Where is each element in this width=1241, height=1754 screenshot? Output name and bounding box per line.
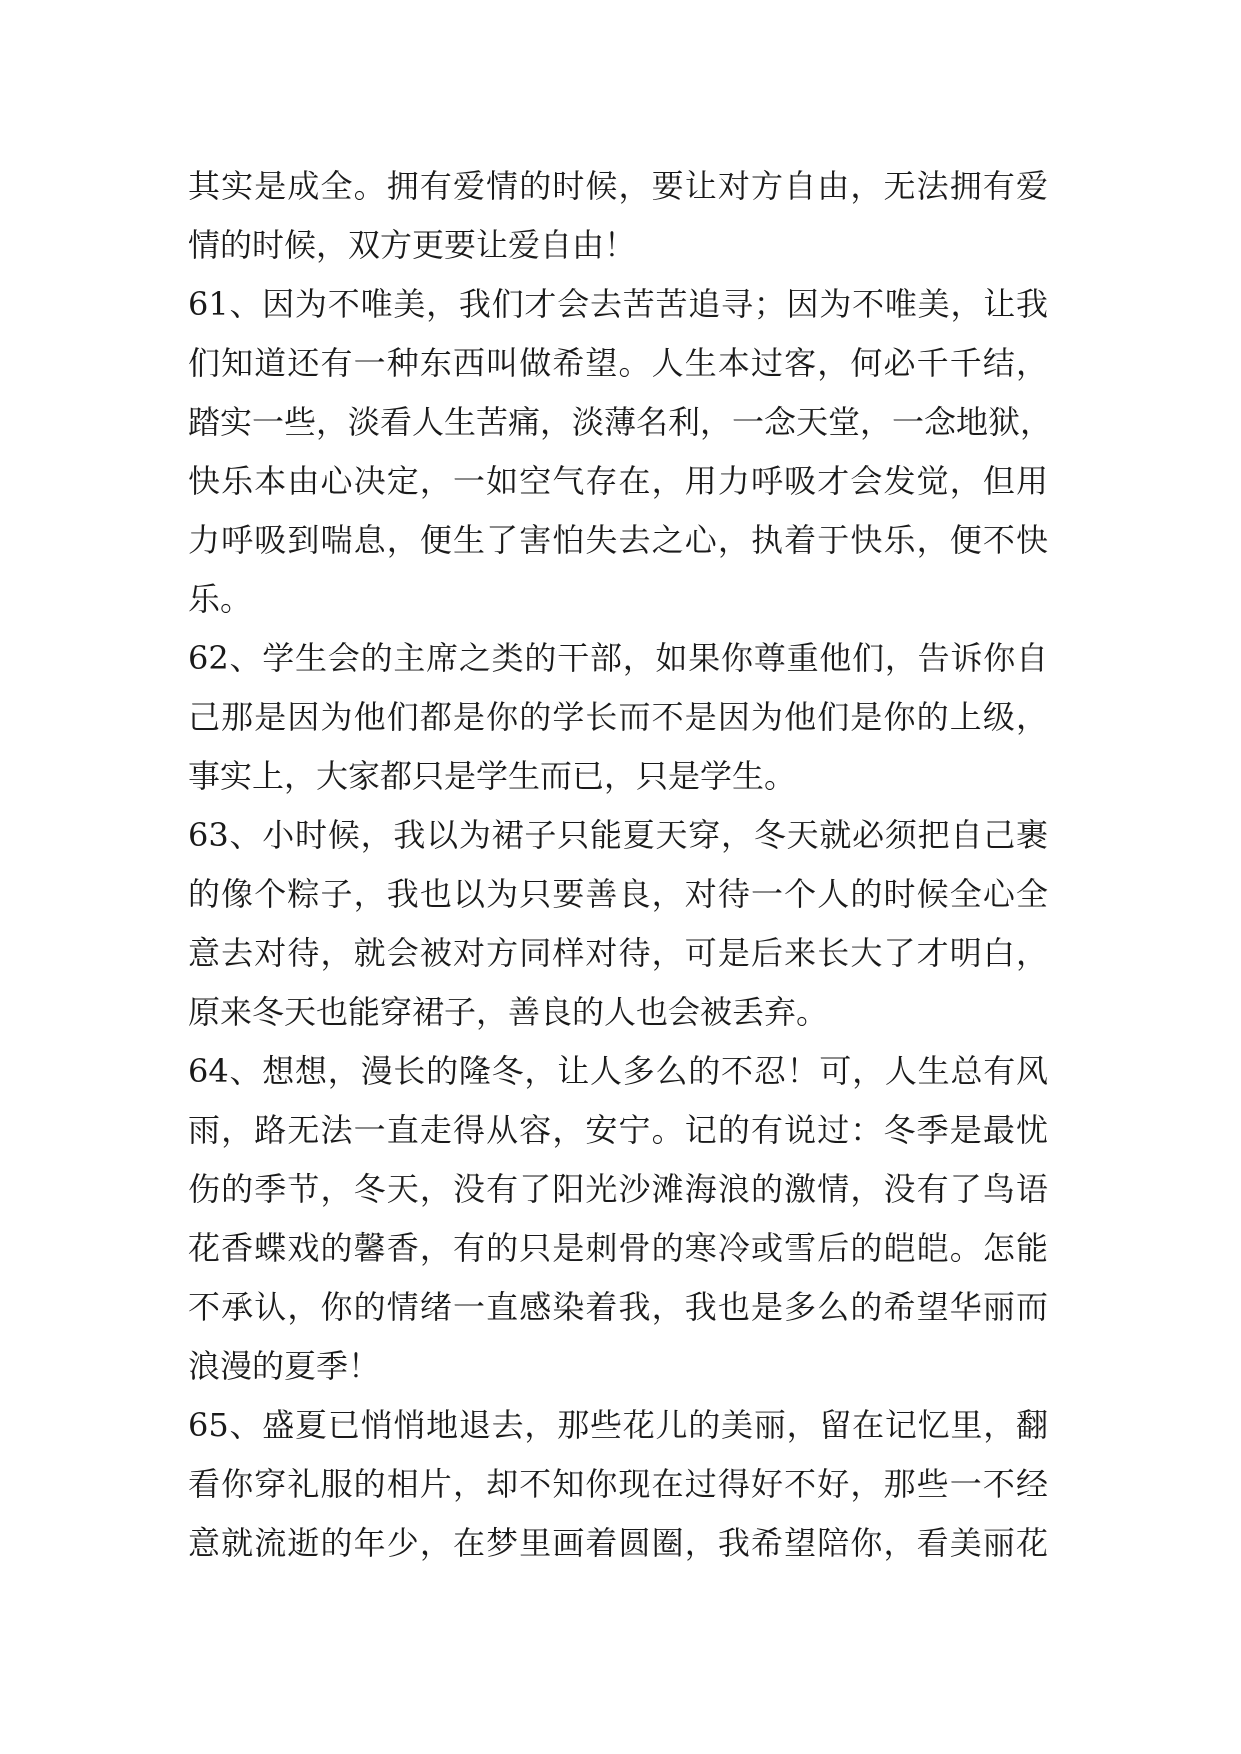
text-line: 63、小时候，我以为裙子只能夏天穿，冬天就必须把自己裹 <box>188 816 1048 854</box>
text-line: 其实是成全。拥有爱情的时候，要让对方自由，无法拥有爱 <box>188 167 1048 205</box>
text-line: 伤的季节，冬天，没有了阳光沙滩海浪的激情，没有了鸟语 <box>188 1170 1048 1208</box>
text-line: 己那是因为他们都是你的学长而不是因为他们是你的上级， <box>188 698 1048 736</box>
text-line: 原来冬天也能穿裙子，善良的人也会被丢弃。 <box>188 993 829 1031</box>
text-line: 64、想想，漫长的隆冬，让人多么的不忍！可，人生总有风 <box>188 1052 1048 1090</box>
text-line: 力呼吸到喘息，便生了害怕失去之心，执着于快乐，便不快 <box>188 521 1048 559</box>
text-line: 61、因为不唯美，我们才会去苦苦追寻；因为不唯美，让我 <box>188 285 1048 323</box>
text-line: 事实上，大家都只是学生而已，只是学生。 <box>188 757 797 795</box>
text-line: 们知道还有一种东西叫做希望。人生本过客，何必千千结， <box>188 344 1048 382</box>
text-line: 看你穿礼服的相片，却不知你现在过得好不好，那些一不经 <box>188 1465 1048 1503</box>
text-line: 快乐本由心决定，一如空气存在，用力呼吸才会发觉，但用 <box>188 462 1048 500</box>
text-line: 意就流逝的年少，在梦里画着圆圈，我希望陪你，看美丽花 <box>188 1524 1048 1562</box>
text-line: 浪漫的夏季！ <box>188 1347 381 1385</box>
text-line: 踏实一些，淡看人生苦痛，淡薄名利，一念天堂，一念地狱， <box>188 403 1053 441</box>
text-line: 意去对待，就会被对方同样对待，可是后来长大了才明白， <box>188 934 1048 972</box>
text-line: 62、学生会的主席之类的干部，如果你尊重他们，告诉你自 <box>188 639 1048 677</box>
text-line: 不承认，你的情绪一直感染着我，我也是多么的希望华丽而 <box>188 1288 1048 1326</box>
document-body <box>188 157 1053 1573</box>
text-line: 65、盛夏已悄悄地退去，那些花儿的美丽，留在记忆里，翻 <box>188 1406 1048 1444</box>
text-line: 花香蝶戏的馨香，有的只是刺骨的寒冷或雪后的皑皑。怎能 <box>188 1229 1048 1267</box>
text-line: 的像个粽子，我也以为只要善良，对待一个人的时候全心全 <box>188 875 1048 913</box>
text-line: 乐。 <box>188 580 253 618</box>
text-line: 雨，路无法一直走得从容，安宁。记的有说过：冬季是最忧 <box>188 1111 1048 1149</box>
text-line: 情的时候，双方更要让爱自由！ <box>188 226 637 264</box>
